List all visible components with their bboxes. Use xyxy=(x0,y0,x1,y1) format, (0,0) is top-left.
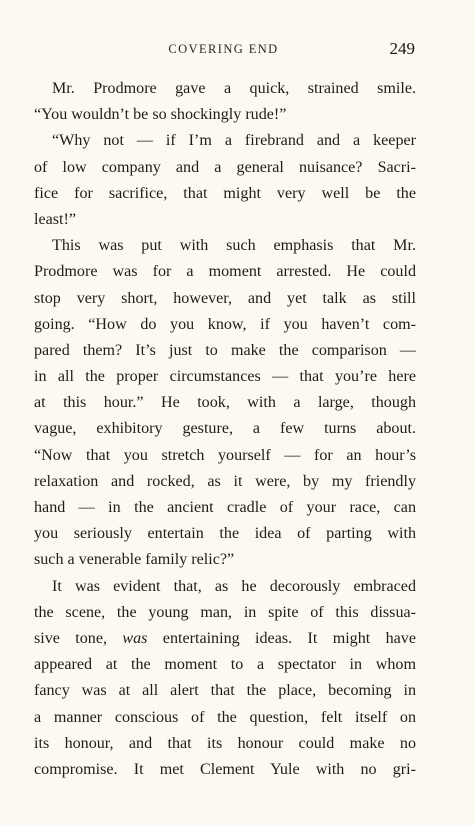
text-line: “You wouldn’t be so shockingly rude!” xyxy=(34,106,287,124)
page-header xyxy=(32,40,415,62)
text-line: sive tone, was entertaining ideas. It might have xyxy=(34,629,416,647)
text-line: Prodmore was for a moment arrested. He could xyxy=(34,263,416,281)
text-line: stop very short, however, and yet talk as still xyxy=(34,289,416,307)
text-line: “Now that you stretch yourself — for an hour’s xyxy=(34,446,416,464)
text-line: vague, exhibitory gesture, a few turns about. xyxy=(34,420,416,438)
text-line: you seriously entertain the idea of parting with xyxy=(34,525,416,543)
text-line: “Why not — if I’m a firebrand and a keeper xyxy=(52,132,416,150)
text-line: pared them? It’s just to make the comparison — xyxy=(34,341,416,359)
text-line: at this hour.” He took, with a large, though xyxy=(34,394,416,412)
running-head: COVERING END xyxy=(168,42,279,56)
text-line: its honour, and that its honour could make no xyxy=(34,734,416,752)
text-line: relaxation and rocked, as it were, by my friendly xyxy=(34,472,416,490)
body-text xyxy=(34,76,416,783)
text-line: This was put with such emphasis that Mr. xyxy=(52,237,416,255)
text-line: a manner conscious of the question, felt itself on xyxy=(34,708,416,726)
page-number: 249 xyxy=(389,39,415,58)
text-line: appeared at the moment to a spectator in whom xyxy=(34,656,416,674)
text-line: going. “How do you know, if you haven’t com- xyxy=(34,315,416,333)
text-line: compromise. It met Clement Yule with no gri- xyxy=(34,760,416,778)
text-line: such a venerable family relic?” xyxy=(34,551,235,569)
text-line: fice for sacrifice, that might very well be the xyxy=(34,184,416,202)
text-line: It was evident that, as he decorously embraced xyxy=(52,577,416,595)
text-line: least!” xyxy=(34,210,76,228)
text-line: in all the proper circumstances — that you’re here xyxy=(34,368,416,386)
text-line: Mr. Prodmore gave a quick, strained smile. xyxy=(52,80,416,97)
text-line: fancy was at all alert that the place, becoming in xyxy=(34,682,416,700)
text-line: of low company and a general nuisance? Sacri- xyxy=(34,158,416,176)
text-line: hand — in the ancient cradle of your race, can xyxy=(34,499,416,516)
text-line: the scene, the young man, in spite of this dissua- xyxy=(34,603,416,621)
